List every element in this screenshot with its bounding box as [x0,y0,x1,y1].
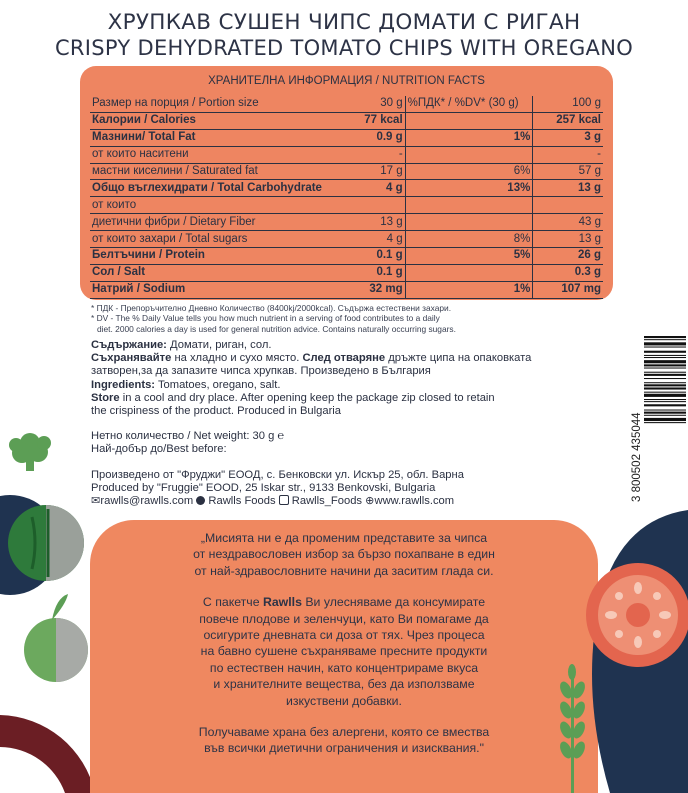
store-text1: in a cool and dry place. After opening keep the package zip closed to retain [122,391,495,404]
nutrition-row [90,96,603,112]
globe-icon: ⊕ [365,495,375,508]
nutrition-serving-cell: 4 g [355,231,405,248]
nutrition-dv-cell: 1% [405,281,533,298]
left-illustrations [0,425,90,793]
storage-bold-1: Съхранявайте [91,352,172,365]
ingredients-label: Ingredients: [91,378,156,391]
nutrition-label-cell: Натрий / Sodium [90,281,355,298]
storage-bg-mid: дръжте ципа на опаковката [388,352,532,365]
store-line1 [91,392,631,405]
net-weight: Нетно количество / Net weight: 30 g ℮ [91,430,285,443]
maroon-arc [0,715,90,793]
title-english: CRISPY DEHYDRATED TOMATO CHIPS WITH OREGANO [54,36,634,60]
barcode-bar [644,368,686,369]
brand-name: Rawlls [262,595,302,610]
nutrition-per100-cell: 257 kcal [533,112,603,129]
barcode-bar [644,374,686,376]
barcode-bar [644,357,686,358]
storage-bold-2: След отваряне [302,352,386,365]
nutrition-dv-cell: 5% [405,248,533,265]
barcode-bar [644,360,686,363]
nutrition-dv-cell: 1% [405,129,533,146]
best-before: Най-добър до/Best before: [91,443,227,456]
footnote-dv-cont: diet. 2000 calories a day is used for general nutrition advice. Contains naturally occurring sugars. [97,323,456,334]
barcode-bar [644,394,686,397]
barcode-bar [644,336,686,338]
nutrition-row [90,248,603,265]
nutrition-label-cell: Калории / Calories [90,112,355,129]
nutrition-serving-cell: 77 kcal [355,112,405,129]
nutrition-row [90,214,603,231]
nutrition-serving-cell: 17 g [355,163,405,180]
broccoli-icon [9,433,51,471]
nutrition-facts-panel [80,66,613,300]
nutrition-per100-cell: 3 g [533,129,603,146]
wheat-icon [558,664,588,793]
contact-web[interactable]: www.rawlls.com [374,495,455,508]
barcode-bar [644,404,686,406]
barcode-bar [644,372,686,373]
barcode-bars [644,336,686,423]
barcode [626,334,686,504]
nutrition-label-cell: мастни киселини / Saturated fat [90,163,355,180]
tomato-icon [586,563,688,667]
nutrition-serving-cell: 13 g [355,214,405,231]
instagram-icon [279,495,289,505]
barcode-bar [644,384,686,386]
barcode-bar [644,418,686,421]
nutrition-dv-cell: 13% [405,180,533,197]
footnotes [91,303,571,334]
nutrition-per100-cell: 107 mg [533,281,603,298]
nutrition-row [90,231,603,248]
contact-email[interactable]: rawlls@rawlls.com [100,495,194,508]
nutrition-dv-cell: %ПДК* / %DV* (30 g) [405,96,533,112]
producer-en: Produced by "Fruggie" EOOD, 25 Iskar str., 9133 Benkovski, Bulgaria [91,481,436,494]
mission-p2: С пакетче Rawlls Ви улесняваме да консумирате повече плодове и зеленчуци, като Ви помагаме да осигурите дневната си доза от тях. Чрез процеса на бавно сушене съхраняваме пресните продукти по естествен начин, като концентрираме вкуса и хранителните вещества, без да използваме изкуствени добавки. [199,595,489,708]
watermelon-icon [8,505,84,581]
nutrition-dv-cell [405,112,533,129]
nutrition-label-cell: от които захари / Total sugars [90,231,355,248]
barcode-bar [644,351,686,353]
mission-p3: Получаваме храна без алергени, която се вмества във всички диетични ограничения и изисквания." [198,725,490,756]
barcode-bar [644,410,686,411]
nutrition-label-cell: Белтъчини / Protein [90,248,355,265]
nutrition-label-cell: Сол / Salt [90,264,355,281]
barcode-bar [644,392,686,393]
ingredients-text: Tomatoes, oregano, salt. [157,378,281,391]
barcode-bar [644,342,686,345]
footnote-dv: * DV - The % Daily Value tells you how much nutrient in a serving of food contributes to a daily [91,313,440,324]
store-line2: the crispiness of the product. Produced in Bulgaria [91,405,341,418]
nutrition-row [90,146,603,163]
nutrition-dv-cell [405,264,533,281]
nutrition-serving-cell: 0.9 g [355,129,405,146]
nutrition-per100-cell [533,197,603,214]
nutrition-row [90,281,603,298]
nutrition-label-cell: Мазнини/ Total Fat [90,129,355,146]
contacts-line [91,495,631,508]
barcode-bar [644,387,686,389]
right-illustrations [520,510,688,793]
nutrition-serving-cell [355,197,405,214]
nutrition-per100-cell: 13 g [533,180,603,197]
nutrition-dv-cell: 6% [405,163,533,180]
nutrition-row [90,112,603,129]
nutrition-serving-cell: 30 g [355,96,405,112]
facebook-icon [196,496,205,505]
barcode-bar [644,355,686,356]
footnote-pdk: * ПДК - Препоръчително Дневно Количество (8400kj/2000kcal). Съдържа естествени захари. [91,303,452,313]
nutrition-per100-cell: 13 g [533,231,603,248]
barcode-bar [644,412,686,414]
storage-bg-text1: на хладно и сухо място. [174,352,300,365]
envelope-icon: ✉ [91,495,101,508]
nutrition-serving-cell: - [355,146,405,163]
nutrition-row [90,163,603,180]
composition-line [91,339,631,352]
storage-bg-line2: затворен,за да запазите чипса хрупкав. Произведено в България [91,365,431,378]
nutrition-per100-cell: 43 g [533,214,603,231]
barcode-bar [644,347,686,348]
nutrition-dv-cell [405,214,533,231]
barcode-digits: 3 800502 435044 [631,412,643,502]
nutrition-per100-cell: 57 g [533,163,603,180]
contact-facebook[interactable]: Rawlls Foods [208,495,276,508]
nutrition-per100-cell: - [533,146,603,163]
nutrition-label-cell: от които [90,197,355,214]
nutrition-dv-cell [405,146,533,163]
nutrition-dv-cell [405,197,533,214]
store-label: Store [91,391,120,404]
nutrition-row [90,197,603,214]
storage-bg-line1 [91,352,631,365]
barcode-bar [644,382,686,383]
nutrition-row [90,180,603,197]
nutrition-row [90,264,603,281]
nutrition-label-cell: Размер на порция / Portion size [90,96,355,112]
nutrition-dv-cell: 8% [405,231,533,248]
nutrition-serving-cell: 32 mg [355,281,405,298]
nutrition-serving-cell: 0.1 g [355,248,405,265]
barcode-bar [644,399,686,400]
nutrition-label-cell: Общо въглехидрати / Total Carbohydrate [90,180,355,197]
product-info [91,339,631,508]
composition-text: Домати, риган, сол. [170,339,272,351]
barcode-bar [644,422,686,423]
nutrition-label-cell: диетични фибри / Dietary Fiber [90,214,355,231]
contact-instagram[interactable]: Rawlls_Foods [291,495,363,508]
nutrition-heading: ХРАНИТЕЛНА ИНФОРМАЦИЯ / NUTRITION FACTS [208,75,485,87]
nutrition-per100-cell: 26 g [533,248,603,265]
nutrition-serving-cell: 0.1 g [355,264,405,281]
barcode-bar [644,378,686,379]
title-bulgarian: ХРУПКАВ СУШЕН ЧИПС ДОМАТИ С РИГАН [107,10,581,35]
nutrition-serving-cell: 4 g [355,180,405,197]
barcode-bar [644,339,686,340]
nutrition-per100-cell: 100 g [533,96,603,112]
nutrition-row [90,129,603,146]
barcode-bar [644,364,686,366]
barcode-bar [644,401,686,402]
mission-p1: „Мисията ни е да променим представите за чипса от нездравословен избор за бързо похапване в един от най-здравословните начини да заситим глада си. [193,531,495,578]
nutrition-table [90,96,603,299]
barcode-bar [644,415,686,416]
ingredients-line [91,379,631,392]
nutrition-label-cell: от които наситени [90,146,355,163]
lime-icon [24,594,88,682]
composition-label: Съдържание: [91,339,167,351]
producer-bg: Произведено от "Фруджи" ЕООД, с. Бенковски ул. Искър 25, обл. Варна [91,468,464,481]
nutrition-per100-cell: 0.3 g [533,264,603,281]
